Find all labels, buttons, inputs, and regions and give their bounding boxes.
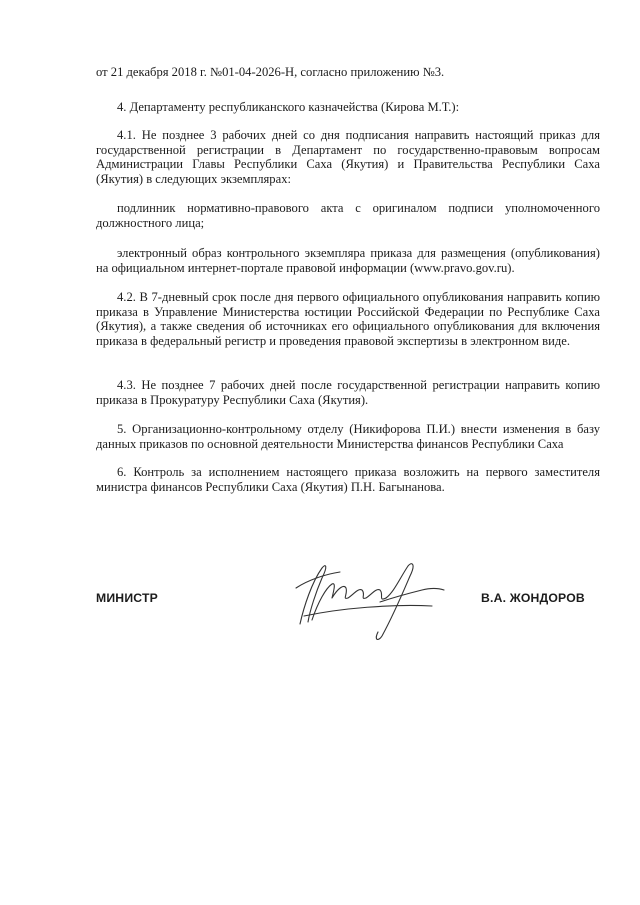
paragraph-item-5: 5. Организационно-контрольному отделу (Никифорова П.И.) внести изменения в базу данных приказов по основной деятельности Министерства финансов Республики Саха	[96, 422, 600, 451]
paragraph-item-6: 6. Контроль за исполнением настоящего приказа возложить на первого заместителя министра финансов Республики Саха (Якутия) П.Н. Багынанова.	[96, 465, 600, 494]
paragraph-item-4-3: 4.3. Не позднее 7 рабочих дней после государственной регистрации направить копию приказа в Прокуратуру Республики Саха (Якутия).	[96, 378, 600, 407]
paragraph-original-copy: подлинник нормативно-правового акта с оригиналом подписи уполномоченного должностного лица;	[96, 201, 600, 230]
paragraph-electronic-copy: электронный образ контрольного экземпляра приказа для размещения (опубликования) на официальном интернет-портале правовой информации (www.pravo.gov.ru).	[96, 246, 600, 275]
paragraph-item-4-2: 4.2. В 7-дневный срок после дня первого официального опубликования направить копию приказа в Управление Министерства юстиции Российской Федерации по Республике Саха (Якутия), а также сведения об источниках его официального опубликования для включения приказа в федеральный регистр и проведения правовой экспертизы в электронном виде.	[96, 290, 600, 348]
handwritten-signature	[282, 558, 452, 648]
paragraph-item-4: 4. Департаменту республиканского казначейства (Кирова М.Т.):	[117, 100, 460, 114]
signatory-position: МИНИСТР	[96, 591, 158, 605]
signatory-name: В.А. ЖОНДОРОВ	[481, 591, 585, 605]
paragraph-item-4-1: 4.1. Не позднее 3 рабочих дней со дня подписания направить настоящий приказ для государственной регистрации в Департамент по государственно-правовым вопросам Администрации Главы Республики Саха (Якутия) и Правительства Республики Саха (Якутия) в следующих экземплярах:	[96, 128, 600, 186]
paragraph-intro-continuation: от 21 декабря 2018 г. №01-04-2026-Н, согласно приложению №3.	[96, 65, 445, 79]
